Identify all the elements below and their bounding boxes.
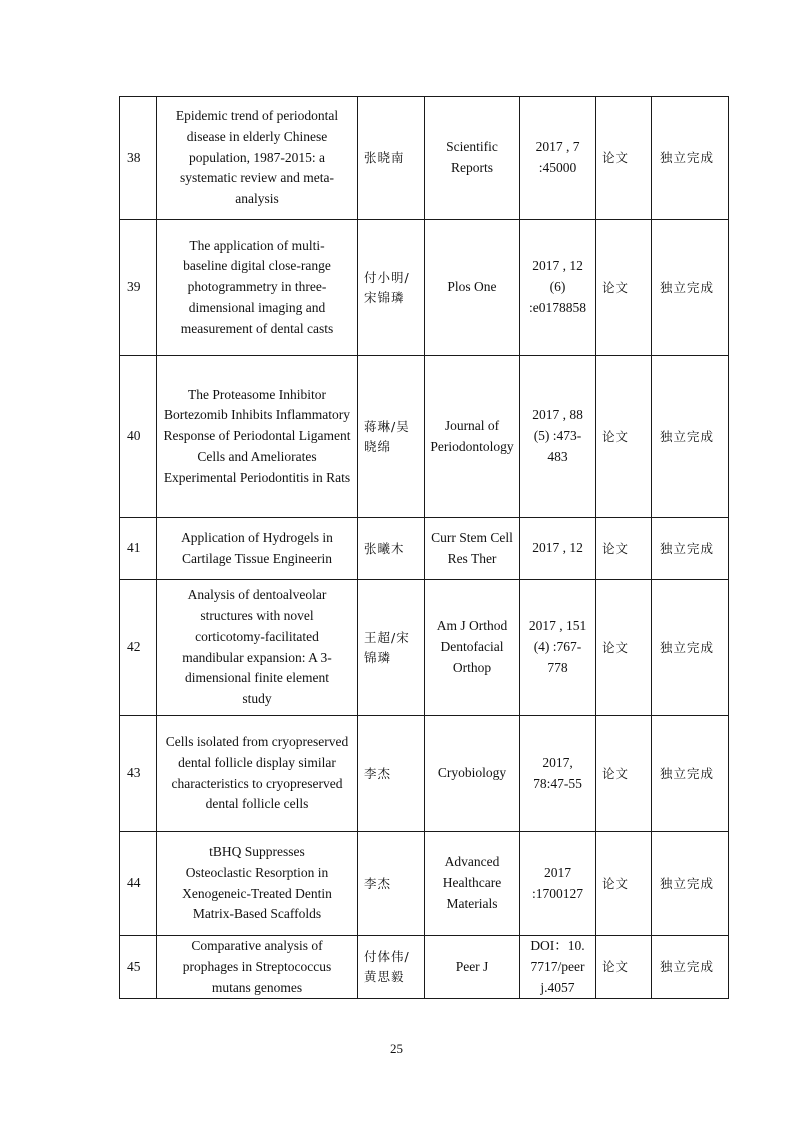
journal: Advanced Healthcare Materials	[425, 832, 520, 936]
publication-info: 2017 , 7 :45000	[520, 97, 596, 220]
completion-mode: 独立完成	[652, 97, 729, 220]
journal: Peer J	[425, 936, 520, 999]
output-type: 论文	[596, 518, 652, 580]
completion-mode: 独立完成	[652, 716, 729, 832]
table-row	[120, 220, 729, 356]
publication-table-body	[120, 97, 729, 999]
publication-table	[119, 96, 729, 999]
author: 付体伟/黄思毅	[358, 936, 425, 999]
paper-title: Cells isolated from cryopreserved dental follicle display similar characteristics to cryopreserved dental follicle cells	[157, 716, 358, 832]
output-type: 论文	[596, 97, 652, 220]
journal: Am J Orthod Dentofacial Orthop	[425, 580, 520, 716]
journal: Cryobiology	[425, 716, 520, 832]
output-type: 论文	[596, 716, 652, 832]
table-row	[120, 97, 729, 220]
paper-title: tBHQ Suppresses Osteoclastic Resorption in Xenogeneic‐Treated Dentin Matrix‐Based Scaffolds	[157, 832, 358, 936]
author: 张曦木	[358, 518, 425, 580]
row-number: 41	[120, 518, 157, 580]
publication-info: 2017 , 12 (6) :e0178858	[520, 220, 596, 356]
journal: Plos One	[425, 220, 520, 356]
paper-title: The Proteasome Inhibitor Bortezomib Inhibits Inflammatory Response of Periodontal Ligament Cells and Ameliorates Experimental Periodontitis in Rats	[157, 356, 358, 518]
table-row	[120, 580, 729, 716]
journal: Curr Stem Cell Res Ther	[425, 518, 520, 580]
completion-mode: 独立完成	[652, 580, 729, 716]
output-type: 论文	[596, 936, 652, 999]
publication-info: 2017 :1700127	[520, 832, 596, 936]
page-number: 25	[390, 1041, 403, 1056]
completion-mode: 独立完成	[652, 356, 729, 518]
paper-title: Comparative analysis of prophages in Streptococcus mutans genomes	[157, 936, 358, 999]
output-type: 论文	[596, 356, 652, 518]
author: 蒋琳/吴晓绵	[358, 356, 425, 518]
paper-title: Epidemic trend of periodontal disease in elderly Chinese population, 1987-2015: a systematic review and meta-analysis	[157, 97, 358, 220]
row-number: 40	[120, 356, 157, 518]
output-type: 论文	[596, 220, 652, 356]
publication-info: 2017 , 151 (4) :767-778	[520, 580, 596, 716]
row-number: 42	[120, 580, 157, 716]
table-row	[120, 936, 729, 999]
row-number: 38	[120, 97, 157, 220]
paper-title: Application of Hydrogels in Cartilage Tissue Engineerin	[157, 518, 358, 580]
paper-title: The application of multi-baseline digital close-range photogrammetry in three-dimensional imaging and measurement of dental casts	[157, 220, 358, 356]
publication-info: 2017, 78:47-55	[520, 716, 596, 832]
row-number: 44	[120, 832, 157, 936]
row-number: 39	[120, 220, 157, 356]
completion-mode: 独立完成	[652, 518, 729, 580]
author: 张晓南	[358, 97, 425, 220]
table-row	[120, 356, 729, 518]
author: 李杰	[358, 716, 425, 832]
completion-mode: 独立完成	[652, 832, 729, 936]
completion-mode: 独立完成	[652, 936, 729, 999]
output-type: 论文	[596, 580, 652, 716]
author: 付小明/宋锦璘	[358, 220, 425, 356]
publication-info: DOI：10.7717/peerj.4057	[520, 936, 596, 999]
row-number: 43	[120, 716, 157, 832]
table-row	[120, 716, 729, 832]
table-row	[120, 832, 729, 936]
publication-info: 2017 , 12	[520, 518, 596, 580]
journal: Journal of Periodontology	[425, 356, 520, 518]
table-row	[120, 518, 729, 580]
author: 王超/宋锦璘	[358, 580, 425, 716]
row-number: 45	[120, 936, 157, 999]
output-type: 论文	[596, 832, 652, 936]
author: 李杰	[358, 832, 425, 936]
publication-info: 2017 , 88 (5) :473-483	[520, 356, 596, 518]
paper-title: Analysis of dentoalveolar structures with novel corticotomy-facilitated mandibular expansion: A 3-dimensional finite element study	[157, 580, 358, 716]
completion-mode: 独立完成	[652, 220, 729, 356]
journal: Scientific Reports	[425, 97, 520, 220]
